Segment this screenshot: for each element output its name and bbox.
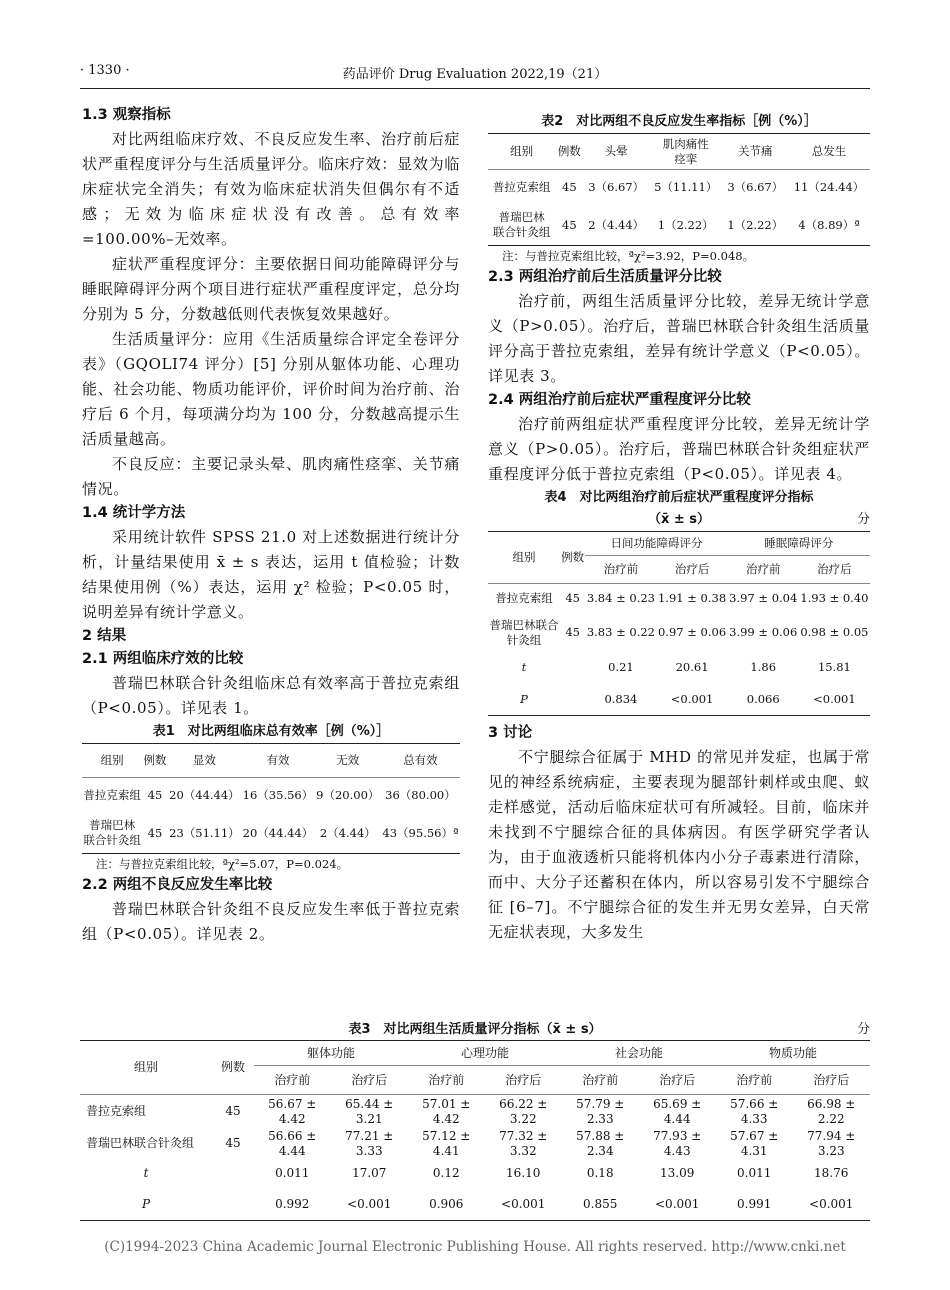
table-cell: 普瑞巴林 联合针灸组 [492,210,551,240]
table-cell [560,652,585,684]
table-cell: 1（2.22） [727,217,784,232]
table-3-caption: 表3 对比两组生活质量评分指标（x̄ ± s） [348,1022,602,1037]
table-cell: 45 [225,1104,241,1119]
table-cell: 66.22 ± 3.22 [499,1096,548,1126]
table-header: 治疗前 [745,562,781,576]
table-header: 组别 [488,532,560,584]
table-row [80,1189,870,1221]
header-rule [80,88,870,89]
table-header: 社会功能 [562,1041,716,1066]
paragraph: 生活质量评分：应用《生活质量综合评定全卷评分表》（GQOLI74 评分）[5] 分别从躯体功能、心理功能、社会功能、物质功能评价，评价时间为治疗前、治疗后 6 个月，每项满分均为 100 分，分数越高提示生活质量越高。 [82,330,460,448]
section-2-4-title: 2.4 两组治疗前后症状严重程度评分比较 [488,392,751,408]
section-1-4-title: 1.4 统计学方法 [82,505,186,521]
table-4-stat-label: （x̄ ± s） [647,512,711,527]
section-2-3-title: 2.3 两组治疗前后生活质量评分比较 [488,269,722,285]
table-cell: 57.79 ± 2.33 [576,1096,625,1126]
table-4-unit: 分 [856,512,870,527]
paragraph: 不宁腿综合征属于 MHD 的常见并发症，也属于常见的神经系统病症，主要表现为腿部针刺样或虫爬、蚁走样感觉，活动后临床症状可有所减轻。目前，临床并未找到不宁腿综合征的具体病因。有医学研究学者认为，由于血液透析只能将机体内小分子毒素进行清除，而中、大分子还蓄积在体内，所以容易引发不宁腿综合征 [6–7]。不宁腿综合征的发生并无男女差异，白天常无症状表现，大多发生 [488,748,870,941]
table-header: 治疗前 [274,1072,311,1087]
table-header: 物质功能 [716,1041,870,1066]
table-row [82,778,460,814]
table-cell: 45 [562,217,577,232]
table-cell: 0.992 [275,1196,310,1211]
paragraph: 普瑞巴林联合针灸组临床总有效率高于普拉克索组（P<0.05）。详见表 1。 [82,674,460,717]
section-3-title: 3 讨论 [488,725,533,741]
table-header: 治疗前 [736,1072,773,1087]
table-cell: 17.07 [352,1166,387,1180]
table-cell: 65.44 ± 3.21 [345,1096,394,1126]
paragraph: 不良反应：主要记录头晕、肌肉痛性痉挛、关节痛情况。 [82,455,460,498]
table-cell [212,1189,254,1221]
table-cell: 3.99 ± 0.06 [729,625,798,639]
table-cell: 普瑞巴林 联合针灸组 [83,818,141,848]
table-cell: 57.66 ± 4.33 [730,1096,779,1126]
table-cell: <0.001 [813,691,856,706]
table-cell: 0.011 [737,1166,772,1180]
right-column [488,111,870,945]
table-cell [560,684,585,716]
table-header: 例数 [560,532,585,584]
table-cell: <0.001 [347,1196,392,1211]
section-1-3-title: 1.3 观察指标 [82,107,171,123]
page-number: · 1330 · [80,63,130,78]
table-cell: 20（44.44） [169,788,240,803]
table-cell: 45 [562,180,577,195]
table-cell: 0.21 [608,660,634,674]
table-header: 关节痛 [738,144,773,158]
table-cell: <0.001 [670,691,714,706]
table-header: 治疗后 [505,1072,542,1087]
table-cell: P [141,1196,151,1211]
table-cell: 43（95.56）ª [382,825,459,840]
table-header: 例数 [557,144,581,158]
table-cell: 5（11.11） [654,180,718,195]
page-header [80,63,870,85]
table-header: 治疗前 [603,562,639,576]
table-cell: 普拉克索组 [495,591,553,606]
table-header: 有效 [266,753,290,767]
table-cell: 0.011 [275,1166,310,1180]
table-cell: 0.991 [737,1196,772,1211]
table-cell: <0.001 [655,1196,700,1211]
table-cell: P [520,691,528,706]
table-cell: 9（20.00） [316,788,380,803]
section-2-title: 2 结果 [82,628,127,644]
paragraph: 治疗前，两组生活质量评分比较，差异无统计学意义（P>0.05）。治疗后，普瑞巴林联合针灸组生活质量评分高于普拉克索组，差异有统计学意义（P<0.05）。详见表 3。 [488,292,870,385]
table-row [82,814,460,854]
paragraph: 对比两组临床疗效、不良反应发生率、治疗前后症状严重程度评分与生活质量评分。临床疗效：显效为临床症状完全消失；有效为临床症状消失但偶尔有不适感；无效为临床症状没有改善。总有效率 =100.00%–无效率。 [82,130,460,248]
table-header: 躯体功能 [254,1041,408,1066]
table-2-note: 注：与普拉克索组比较，ªχ²=3.92，P=0.048。 [502,249,755,263]
table-row [488,614,870,652]
table-header: 治疗前 [428,1072,465,1087]
table-cell: 1.93 ± 0.40 [800,591,869,606]
table-header: 日间功能障碍评分 [585,532,727,556]
table-header: 总发生 [811,144,847,158]
table-3-unit: 分 [856,1022,870,1037]
table-cell: 77.32 ± 3.32 [499,1128,548,1158]
table-cell: 20（44.44） [242,825,314,840]
table-cell: 3.84 ± 0.23 [586,591,655,606]
table-row [488,170,870,206]
table-header: 治疗后 [813,1072,850,1087]
table-cell: 56.67 ± 4.42 [268,1096,317,1126]
table-cell: t [521,660,527,674]
table-4-caption: 表4 对比两组治疗前后症状严重程度评分指标 [544,490,814,505]
table-header: 组别 [510,144,534,158]
table-header: 治疗后 [817,562,852,576]
table-cell: 普拉克索组 [492,180,551,195]
table-cell: <0.001 [501,1196,546,1211]
table-cell: 57.67 ± 4.31 [730,1128,779,1158]
table-cell: 36（80.00） [385,788,456,803]
table-cell: 56.66 ± 4.44 [268,1128,317,1158]
paragraph: 普瑞巴林联合针灸组不良反应发生率低于普拉克索组（P<0.05）。详见表 2。 [82,900,460,943]
paragraph: 采用统计软件 SPSS 21.0 对上述数据进行统计分析，计量结果使用 x̄ ± s 表达，运用 t 值检验；计数结果使用例（%）表达，运用 χ² 检验；P<0.05 时，说明差异有统计学意义。 [82,528,460,621]
paragraph: 治疗前两组症状严重程度评分比较，差异无统计学意义（P>0.05）。治疗后，普瑞巴林联合针灸组症状严重程度评分低于普拉克索组（P<0.05）。详见表 4。 [488,415,870,483]
table-cell: 66.98 ± 2.22 [807,1096,856,1126]
table-cell: 0.066 [746,691,780,706]
table-cell [212,1159,254,1189]
table-cell: 普瑞巴林联合针灸组 [86,1136,195,1150]
table-cell: 普瑞巴林联合 针灸组 [489,617,559,647]
table-cell: 2（4.44） [588,217,645,232]
journal-title: 药品评价 Drug Evaluation 2022,19（21） [342,67,608,82]
table-cell: 16.10 [506,1166,541,1180]
table-cell: 普拉克索组 [83,788,141,803]
table-header: 组别 [80,1041,212,1095]
table-cell: 16（35.56） [242,788,314,803]
table-cell: 1.86 [750,660,777,674]
table-cell: 3（6.67） [588,180,645,195]
table-cell: 0.12 [432,1166,460,1180]
table-row [488,584,870,614]
table-cell: 57.12 ± 4.41 [422,1128,471,1158]
table-cell: 18.76 [814,1166,849,1180]
table-header: 例数 [212,1041,254,1095]
table-1-note: 注：与普拉克索组比较，ªχ²=5.07，P=0.024。 [96,857,349,871]
table-row [80,1129,870,1159]
paragraph: 症状严重程度评分：主要依据日间功能障碍评分与睡眠障碍评分两个项目进行症状严重程度评定，总分均分别为 5 分，分数越低则代表恢复效果越好。 [82,255,460,323]
table-cell: 65.69 ± 4.44 [653,1096,702,1126]
table-4-subcaption [488,509,870,531]
table-header: 治疗后 [659,1072,696,1087]
table-header: 显效 [192,753,216,767]
table-cell: 普拉克索组 [86,1104,147,1119]
table-cell: 3.83 ± 0.22 [586,625,655,639]
table-header: 治疗后 [674,562,710,576]
table-header: 睡眠障碍评分 [728,532,870,556]
table-cell: 77.94 ± 3.23 [807,1128,856,1158]
table-cell: 0.18 [586,1166,614,1180]
table-cell: 11（24.44） [793,180,865,195]
table-cell: 45 [565,591,580,606]
table-cell: 0.906 [429,1196,464,1211]
table-cell: 3（6.67） [727,180,784,195]
table-cell: t [143,1166,149,1180]
table-header: 组别 [100,753,124,767]
table-header: 无效 [336,753,360,767]
table-row [488,684,870,716]
left-column [82,104,460,947]
table-cell: 2（4.44） [319,825,376,840]
table-cell: 77.93 ± 4.43 [653,1128,702,1158]
table-cell: 77.21 ± 3.33 [345,1128,394,1158]
table-cell: 0.855 [583,1196,618,1211]
table-header: 例数 [143,753,167,767]
table-cell: 0.98 ± 0.05 [800,625,869,639]
table-header: 总有效 [403,753,438,767]
table-cell: <0.001 [809,1196,854,1211]
table-3-caption-row [80,1019,870,1041]
table-2 [488,133,870,246]
table-3 [80,1040,870,1221]
table-cell: 57.01 ± 4.42 [422,1096,471,1126]
table-cell: 0.834 [604,691,638,706]
table-cell: 1（2.22） [657,217,714,232]
table-cell: 45 [225,1136,241,1150]
table-cell: 13.09 [660,1166,695,1180]
table-cell: 0.97 ± 0.06 [657,625,727,639]
table-cell: 23（51.11） [169,825,240,840]
table-cell: 1.91 ± 0.38 [657,591,727,606]
table-cell: 45 [565,625,580,639]
table-cell: 20.61 [675,660,709,674]
table-row [80,1159,870,1189]
table-header: 治疗后 [351,1072,388,1087]
table-header: 头晕 [604,144,628,158]
table-cell: 57.88 ± 2.34 [576,1128,625,1158]
table-cell: 45 [147,788,163,803]
table-row [488,206,870,246]
table-cell: 3.97 ± 0.04 [729,591,798,606]
table-1 [82,743,460,854]
table-header: 治疗前 [582,1072,619,1087]
table-row [488,652,870,684]
section-2-2-title: 2.2 两组不良反应发生率比较 [82,877,273,893]
table-row [80,1095,870,1129]
table-header: 心理功能 [408,1041,562,1066]
table-4 [488,531,870,716]
table-header: 肌肉痛性 痉挛 [662,136,709,166]
table-cell: 15.81 [817,660,851,674]
table-cell: 4（8.89）ª [798,217,860,232]
table-cell: 45 [147,825,163,840]
table-1-caption: 表1 对比两组临床总有效率［例（%）］ [152,724,390,739]
section-2-1-title: 2.1 两组临床疗效的比较 [82,651,244,667]
copyright-footer: (C)1994-2023 China Academic Journal Electronic Publishing House. All rights reserved. http://www.cnki.net [104,1239,846,1255]
table-2-caption: 表2 对比两组不良反应发生率指标［例（%）］ [541,114,817,129]
table-3-wrap [80,1040,870,1221]
